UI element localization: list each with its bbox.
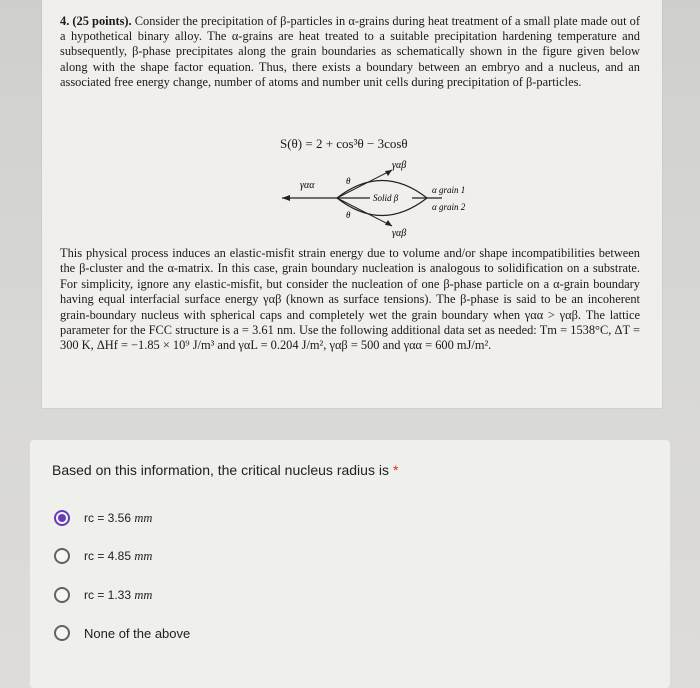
radio-icon[interactable] [54, 625, 70, 641]
label-gamma-ab-top: γαβ [392, 160, 407, 171]
option-label: rc = 1.33 mm [84, 587, 153, 602]
radio-icon[interactable] [54, 587, 70, 603]
label-theta-top: θ [346, 176, 351, 186]
nucleus-diagram [242, 158, 482, 238]
option-none-of-the-above[interactable] [54, 625, 190, 641]
radio-selected-icon[interactable] [54, 510, 70, 526]
radio-icon[interactable] [54, 548, 70, 564]
question-paragraph-2 [60, 246, 640, 354]
option-label: rc = 3.56 mm [84, 510, 153, 525]
option-rc-3-56[interactable] [54, 510, 152, 526]
label-solid-beta: Solid β [373, 193, 399, 203]
option-rc-1-33[interactable] [54, 587, 152, 603]
option-label: None of the above [84, 625, 191, 641]
answer-card [30, 440, 670, 688]
question-prompt [52, 462, 398, 478]
label-theta-bottom: θ [346, 210, 351, 220]
question-number: 4. [60, 14, 70, 28]
option-label: rc = 4.85 mm [84, 548, 153, 563]
question-data-line: Tm = 1538°C, ΔT = 300 K, ΔHf = −1.85 × 10⁹ J/m³ and γαL = 0.204 J/m², γαβ = 500 and γαα = 600 mJ/m². [60, 323, 641, 353]
question-paragraph-1 [60, 14, 640, 90]
question-points: (25 points). [72, 14, 132, 28]
label-gamma-ab-bottom: γαβ [392, 228, 407, 238]
prompt-text: Based on this information, the critical nucleus radius is [52, 462, 389, 478]
required-asterisk: * [392, 462, 399, 478]
question-text-1: Consider the precipitation of β-particles in α-grains during heat treatment of a small plate made out of a hypothetical binary alloy. The α-grains are heat treated to a suitable precipitation hardening temperature and subsequently, β-phase precipitates along the grain boundaries as schematically shown in the figure given below along with the shape factor equation. Thus, there exists a boundary between an embryo and a nucleus, and an associated free energy change, number of atoms and number unit cells during precipitation of β-particles. [60, 14, 640, 89]
shape-factor-equation: S(θ) = 2 + cos³θ − 3cosθ [280, 136, 408, 151]
label-gamma-aa: γαα [300, 180, 315, 191]
question-text-2: This physical process induces an elastic-misfit strain energy due to volume and/or shape incompatibilities between the β-cluster and the α-matrix. In this case, grain boundary nucleation is analogous to solidification on a substrate. For simplicity, ignore any elastic-misfit, but consider the nucleation of one β-phase particle on a α-grain boundary having equal interfacial surface energy γαβ (known as surface tensions). The β-phase is said to be an incoherent grain-boundary nucleus with spherical caps and completely wet the grain boundary when γαα > γαβ. The lattice parameter for the FCC structure is a = 3.61 nm. Use the following additional data set as needed: [60, 246, 640, 338]
option-rc-4-85[interactable] [54, 548, 152, 564]
label-grain-2: α grain 2 [432, 202, 466, 212]
question-image [42, 0, 662, 408]
arrow-left-icon [282, 195, 290, 201]
label-grain-1: α grain 1 [432, 185, 466, 195]
